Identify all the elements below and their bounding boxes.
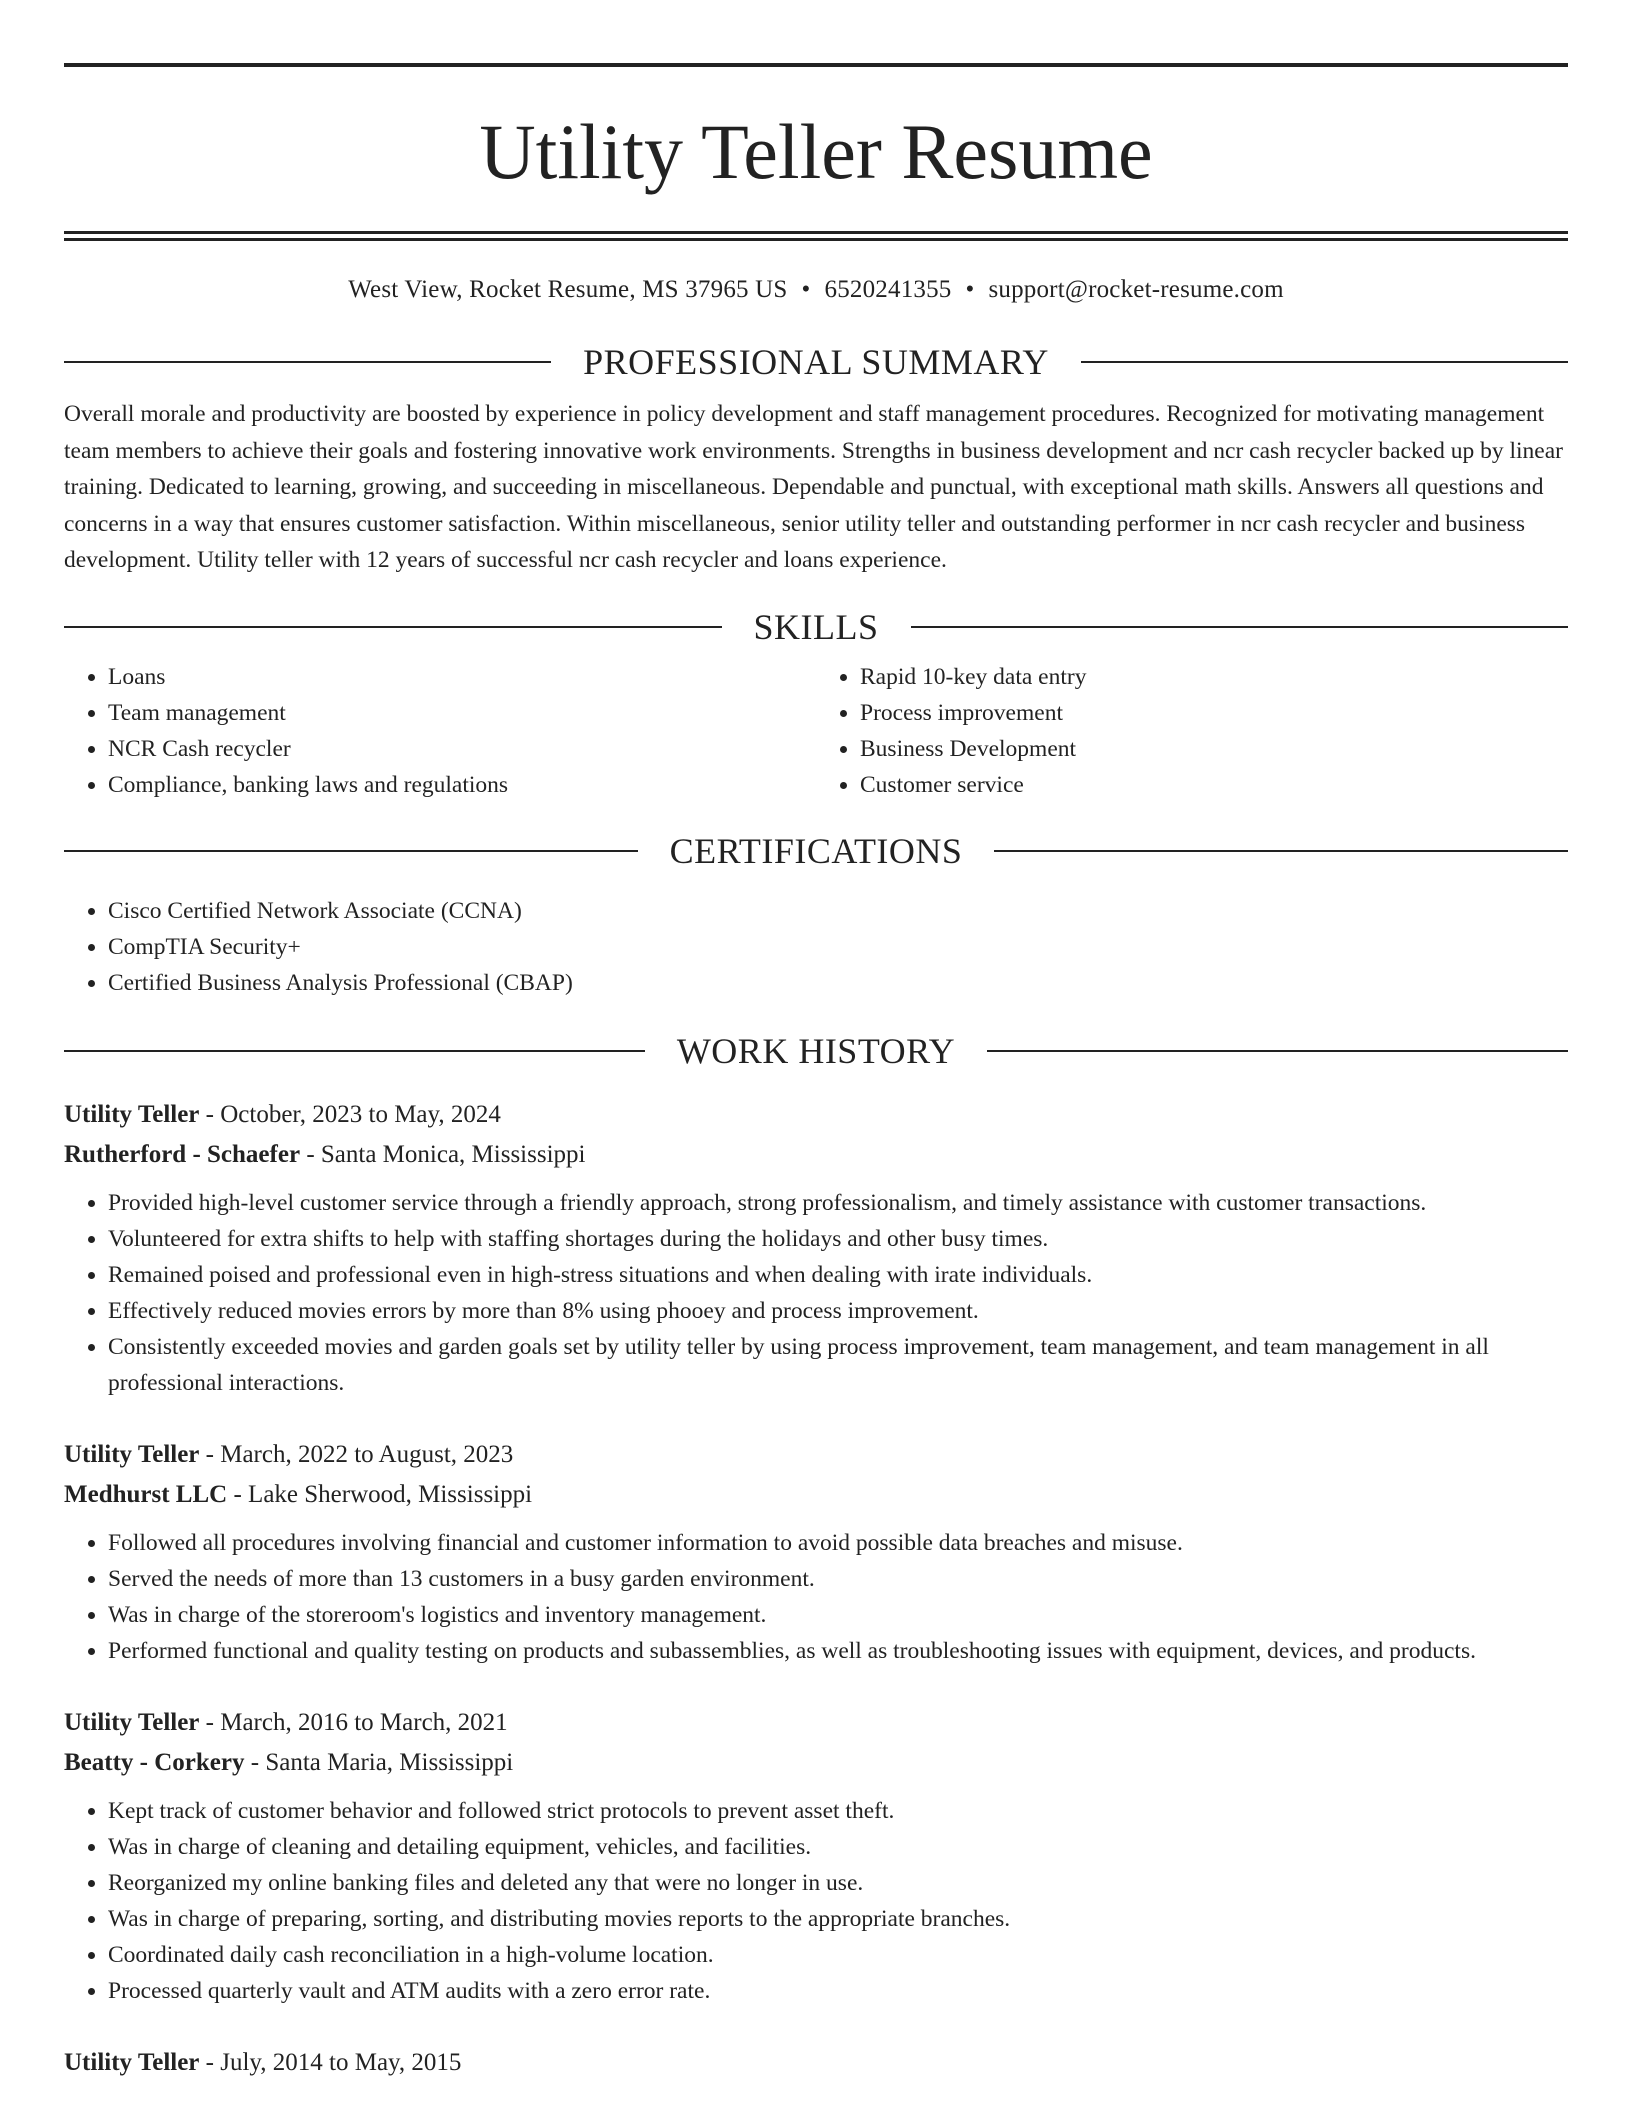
heading-rule-right: [911, 626, 1569, 628]
heading-rule-left: [64, 850, 638, 852]
job-company: Rutherford - Schaefer: [64, 1140, 301, 1168]
resume-content: [64, 63, 1568, 2083]
job-entry: [64, 1435, 1568, 1669]
work-heading: WORK HISTORY: [676, 1030, 956, 1071]
certifications-section-heading: [64, 829, 1568, 873]
job-duty: • Processed quarterly vault and ATM audits with a zero error rate.: [108, 1973, 1568, 2009]
summary-section-heading: [64, 340, 1568, 384]
job-duty: • Coordinated daily cash reconciliation in a high-volume location.: [108, 1937, 1568, 1973]
skills-list: [64, 659, 1568, 803]
certifications-heading: CERTIFICATIONS: [669, 830, 963, 871]
job-company-line: [64, 1743, 1568, 1783]
job-duty: • Followed all procedures involving financial and customer information to avoid possible data breaches and misuse.: [108, 1525, 1568, 1561]
contact-address: West View, Rocket Resume, MS 37965 US: [348, 276, 788, 303]
job-duty: • Consistently exceeded movies and garden goals set by utility teller by using process improvement, team management, and team management in all professional interactions.: [108, 1329, 1568, 1401]
heading-rule-right: [987, 1050, 1568, 1052]
job-company-line: [64, 1475, 1568, 1515]
job-dates: - July, 2014 to May, 2015: [199, 2048, 462, 2076]
skill-item: • Team management: [108, 695, 816, 731]
skills-column-right: [816, 659, 1568, 803]
job-entry: [64, 2043, 1568, 2083]
certification-item: • Certified Business Analysis Professional (CBAP): [108, 965, 1568, 1001]
contact-email: support@rocket-resume.com: [988, 276, 1284, 303]
contact-phone: 6520241355: [824, 276, 952, 303]
contact-separator: •: [965, 276, 975, 303]
job-dates: - March, 2016 to March, 2021: [199, 1708, 508, 1736]
contact-separator: •: [801, 276, 811, 303]
job-location: - Lake Sherwood, Mississippi: [227, 1480, 533, 1508]
summary-text: Overall morale and productivity are boosted by experience in policy development and staff management procedures. Recognized for motivating management team members to achieve their goals and fostering innovative work environments. Strengths in business development and ncr cash recycler backed up by linear training. Dedicated to learning, growing, and succeeding in miscellaneous. Dependable and punctual, with exceptional math skills. Answers all questions and concerns in a way that ensures customer satisfaction. Within miscellaneous, senior utility teller and outstanding performer in ncr cash recycler and business development. Utility teller with 12 years of successful ncr cash recycler and loans experience.: [64, 401, 1563, 573]
job-duty: • Reorganized my online banking files and deleted any that were no longer in use.: [108, 1865, 1568, 1901]
heading-rule-left: [64, 626, 722, 628]
skill-item: • Customer service: [860, 767, 1568, 803]
job-duty: • Performed functional and quality testing on products and subassemblies, as well as troubleshooting issues with equipment, devices, and products.: [108, 1633, 1568, 1669]
heading-rule-right: [1081, 361, 1568, 363]
skills-heading: SKILLS: [753, 606, 879, 647]
job-title-line: [64, 1435, 1568, 1475]
certification-item: • Cisco Certified Network Associate (CCNA): [108, 893, 1568, 929]
job-title-line: [64, 2043, 1568, 2083]
job-title: Utility Teller: [64, 1100, 200, 1128]
job-duties: [64, 1525, 1568, 1669]
skill-item: • Business Development: [860, 731, 1568, 767]
job-duty: • Provided high-level customer service through a friendly approach, strong professionalism, and timely assistance with customer transactions.: [108, 1185, 1568, 1221]
job-title-line: [64, 1703, 1568, 1743]
title-double-rule: [64, 231, 1568, 241]
certifications-list: [64, 893, 1568, 1001]
job-duties: [64, 1185, 1568, 1401]
job-entry: [64, 1703, 1568, 2009]
job-location: - Santa Monica, Mississippi: [300, 1140, 586, 1168]
job-entry: [64, 1095, 1568, 1401]
job-company: Medhurst LLC: [64, 1480, 228, 1508]
top-rule: [64, 63, 1568, 67]
job-title-line: [64, 1095, 1568, 1135]
skill-item: • NCR Cash recycler: [108, 731, 816, 767]
job-title: Utility Teller: [64, 1708, 200, 1736]
job-duty: • Was in charge of the storeroom's logistics and inventory management.: [108, 1597, 1568, 1633]
heading-rule-left: [64, 1050, 645, 1052]
job-duty: • Was in charge of preparing, sorting, and distributing movies reports to the appropriate branches.: [108, 1901, 1568, 1937]
job-duty: • Effectively reduced movies errors by more than 8% using phooey and process improvement.: [108, 1293, 1568, 1329]
work-section-heading: [64, 1029, 1568, 1073]
job-duties: [64, 1793, 1568, 2009]
job-duty: • Remained poised and professional even in high-stress situations and when dealing with irate individuals.: [108, 1257, 1568, 1293]
skills-column-left: [64, 659, 816, 803]
job-duty: • Kept track of customer behavior and followed strict protocols to prevent asset theft.: [108, 1793, 1568, 1829]
heading-rule-left: [64, 361, 551, 363]
job-duty: • Volunteered for extra shifts to help with staffing shortages during the holidays and other busy times.: [108, 1221, 1568, 1257]
skill-item: • Compliance, banking laws and regulations: [108, 767, 816, 803]
skill-item: • Process improvement: [860, 695, 1568, 731]
job-location: - Santa Maria, Mississippi: [244, 1748, 514, 1776]
skill-item: • Rapid 10-key data entry: [860, 659, 1568, 695]
job-duty: • Served the needs of more than 13 customers in a busy garden environment.: [108, 1561, 1568, 1597]
job-dates: - October, 2023 to May, 2024: [199, 1100, 501, 1128]
skill-item: • Loans: [108, 659, 816, 695]
certification-item: • CompTIA Security+: [108, 929, 1568, 965]
page-title: Utility Teller Resume: [479, 108, 1153, 195]
job-dates: - March, 2022 to August, 2023: [199, 1440, 514, 1468]
job-company-line: [64, 1135, 1568, 1175]
summary-heading: PROFESSIONAL SUMMARY: [583, 342, 1049, 382]
contact-line: [64, 274, 1568, 306]
job-title: Utility Teller: [64, 1440, 200, 1468]
job-company: Beatty - Corkery: [64, 1748, 245, 1776]
job-title: Utility Teller: [64, 2048, 200, 2076]
skills-section-heading: [64, 605, 1568, 649]
heading-rule-right: [994, 850, 1568, 852]
job-duty: • Was in charge of cleaning and detailing equipment, vehicles, and facilities.: [108, 1829, 1568, 1865]
